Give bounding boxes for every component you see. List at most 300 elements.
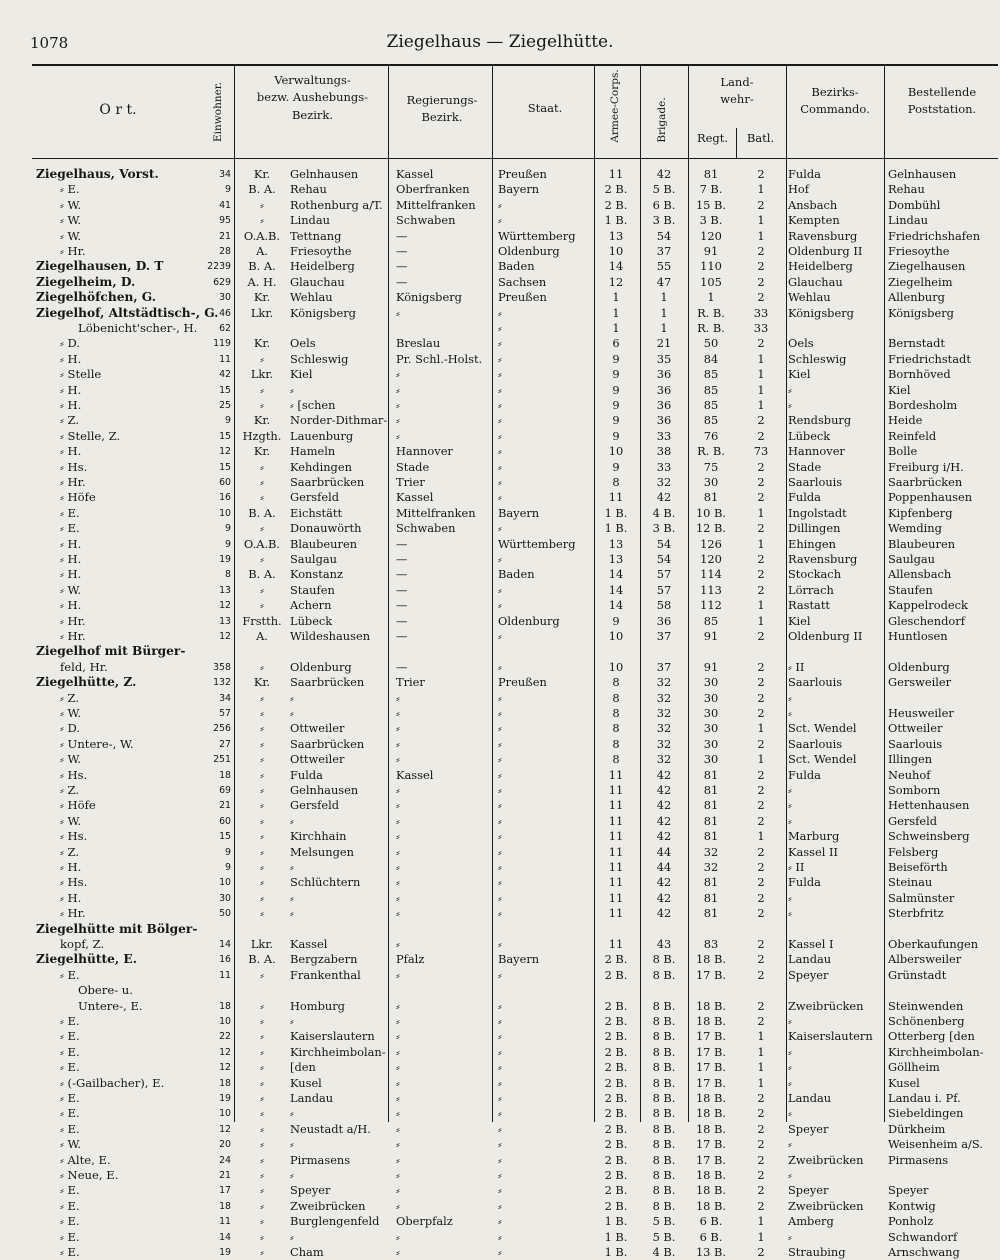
- cell-br: 36: [656, 367, 672, 382]
- cell-bk: Königsberg: [788, 305, 854, 320]
- cell-rg: 85: [703, 367, 719, 382]
- cell-po: Illingen: [888, 752, 933, 767]
- cell-ew: 19: [219, 554, 231, 565]
- cell-br: 32: [656, 752, 672, 767]
- cell-st: ⸗: [498, 829, 502, 844]
- cell-vb: Hameln: [290, 444, 336, 459]
- cell-bk: Fulda: [788, 875, 821, 890]
- cell-br: 32: [656, 721, 672, 736]
- cell-vb: Frankenthal: [290, 967, 361, 982]
- cell-reg: Königsberg: [396, 290, 462, 305]
- cell-vb: [den: [290, 1060, 316, 1075]
- cell-ak: 8: [612, 736, 620, 751]
- cell-rg: 12 B.: [695, 521, 727, 536]
- cell-st: ⸗: [498, 367, 502, 382]
- cell-reg: ⸗: [396, 382, 400, 397]
- place-name: ⸗ E.: [60, 1044, 80, 1059]
- cell-rg: 18 B.: [695, 998, 727, 1013]
- cell-st: ⸗: [498, 752, 502, 767]
- cell-ew: 2239: [207, 261, 231, 273]
- cell-bt: 1: [757, 721, 765, 736]
- cell-br: 8 B.: [652, 1075, 676, 1090]
- cell-po: Dombühl: [888, 197, 941, 212]
- column-rule: [640, 66, 641, 1122]
- cell-po: Schweinsberg: [888, 829, 970, 844]
- cell-br: 44: [656, 860, 672, 874]
- place-name: ⸗ E.: [60, 1106, 80, 1121]
- place-name: ⸗ Hs.: [60, 767, 88, 782]
- cell-reg: Trier: [396, 475, 425, 489]
- cell-ak: 9: [612, 428, 620, 443]
- cell-rg: 50: [703, 336, 719, 351]
- cell-vb: Kaiserslautern: [290, 1029, 375, 1044]
- place-name: Ziegelhausen, D. T: [36, 259, 164, 274]
- cell-po: Kirchheimbolan-: [888, 1044, 984, 1059]
- cell-ew: 69: [219, 785, 231, 796]
- cell-reg: ⸗: [396, 752, 400, 767]
- cell-ak: 14: [608, 582, 624, 597]
- cell-br: 32: [656, 690, 672, 705]
- cell-reg: ⸗: [396, 398, 400, 412]
- cell-reg: ⸗: [396, 860, 400, 874]
- cell-bk: Speyer: [788, 1121, 829, 1136]
- cell-ew: 12: [219, 1062, 231, 1074]
- cell-bt: 1: [757, 351, 765, 366]
- header-verwaltung-line2: bezw. Aushebungs-: [256, 90, 369, 105]
- cell-ak: 2 B.: [604, 1137, 628, 1152]
- cell-bk: Sct. Wendel: [788, 721, 857, 736]
- cell-po: Steinwenden: [888, 998, 964, 1013]
- cell-vt: ⸗: [260, 752, 264, 767]
- cell-br: 4 B.: [652, 505, 676, 520]
- place-name: Obere- u.: [78, 983, 133, 998]
- cell-rg: 85: [703, 413, 719, 428]
- header-staat: Staat.: [527, 101, 563, 115]
- cell-bt: 1: [757, 182, 765, 197]
- header-bestellende-line2: Poststation.: [907, 102, 977, 117]
- cell-vb: Kiel: [290, 367, 313, 382]
- cell-po: Blaubeuren: [888, 536, 956, 551]
- cell-po: Lindau: [888, 213, 928, 228]
- place-name: ⸗ Höfe: [60, 490, 96, 505]
- cell-vb: Norder-Dithmar-: [290, 413, 388, 428]
- cell-vb: Pirmasens: [290, 1152, 351, 1167]
- cell-reg: Mittelfranken: [396, 505, 476, 520]
- cell-vt: ⸗: [260, 1044, 264, 1059]
- cell-bt: 2: [757, 952, 765, 967]
- cell-ew: 11: [219, 969, 231, 981]
- page-title: Ziegelhaus — Ziegelhütte.: [386, 32, 614, 52]
- cell-bt: 2: [757, 875, 765, 890]
- cell-bt: 1: [757, 613, 765, 628]
- cell-reg: —: [396, 567, 408, 582]
- cell-vb: Saarbrücken: [290, 675, 365, 690]
- cell-ak: 2 B.: [604, 1106, 628, 1121]
- cell-ak: 11: [608, 860, 624, 874]
- column-rule: [234, 66, 235, 1122]
- cell-rg: 114: [700, 567, 722, 582]
- cell-ak: 11: [608, 906, 624, 921]
- cell-ew: 60: [219, 477, 231, 488]
- cell-bt: 2: [757, 290, 765, 305]
- cell-bk: Rastatt: [788, 598, 830, 613]
- cell-ew: 10: [219, 507, 231, 519]
- cell-vb: Gersfeld: [290, 798, 340, 813]
- cell-bt: 2: [757, 844, 765, 859]
- cell-ak: 1: [612, 321, 620, 335]
- cell-bk: Dillingen: [788, 521, 841, 536]
- cell-ak: 1 B.: [604, 505, 628, 520]
- cell-ak: 11: [608, 829, 624, 844]
- place-name: ⸗ Hr.: [60, 629, 86, 643]
- cell-vb: Homburg: [290, 998, 345, 1013]
- cell-bt: 2: [757, 244, 765, 258]
- cell-po: Landau i. Pf.: [888, 1091, 961, 1105]
- cell-bk: ⸗: [788, 1060, 792, 1075]
- cell-vt: ⸗: [260, 382, 264, 397]
- cell-ak: 8: [612, 475, 620, 489]
- cell-rg: R. B.: [697, 444, 725, 459]
- place-name: ⸗ Z.: [60, 783, 80, 797]
- cell-po: Kusel: [888, 1075, 920, 1090]
- cell-rg: 6 B.: [699, 1214, 723, 1229]
- cell-ew: 22: [219, 1031, 231, 1043]
- cell-st: ⸗: [498, 1214, 502, 1229]
- cell-vb: Schleswig: [290, 351, 349, 366]
- cell-bk: ⸗: [788, 382, 792, 397]
- cell-ew: 8: [225, 569, 231, 581]
- cell-ak: 11: [608, 844, 624, 859]
- cell-reg: ⸗: [396, 1245, 400, 1259]
- cell-bk: Fulda: [788, 767, 821, 782]
- place-name: Ziegelhütte mit Bölger-: [36, 921, 198, 936]
- cell-po: Bernstadt: [888, 336, 945, 351]
- cell-bt: 1: [757, 598, 765, 613]
- cell-po: Allensbach: [888, 567, 952, 582]
- cell-ak: 11: [608, 783, 624, 797]
- cell-st: ⸗: [498, 413, 502, 428]
- cell-bt: 2: [757, 813, 765, 828]
- cell-st: Sachsen: [498, 274, 547, 289]
- cell-ak: 8: [612, 752, 620, 767]
- cell-reg: —: [396, 613, 408, 628]
- cell-br: 8 B.: [652, 1137, 676, 1152]
- place-name: ⸗ Höfe: [60, 798, 96, 813]
- cell-br: 37: [656, 244, 672, 258]
- cell-ew: 10: [219, 1016, 231, 1027]
- cell-br: 8 B.: [652, 998, 676, 1013]
- cell-po: Felsberg: [888, 844, 939, 859]
- cell-po: Pirmasens: [888, 1152, 949, 1167]
- cell-vt: Kr.: [253, 444, 271, 459]
- cell-bt: 1: [757, 382, 765, 397]
- place-name: ⸗ Hr.: [60, 613, 86, 628]
- cell-ew: 256: [213, 723, 231, 735]
- cell-reg: ⸗: [396, 1168, 400, 1182]
- place-name: Untere-, E.: [78, 998, 143, 1013]
- place-name: ⸗ W.: [60, 1137, 82, 1152]
- cell-bk: ⸗ II: [788, 860, 805, 874]
- cell-bt: 2: [757, 998, 765, 1013]
- cell-ak: 8: [612, 706, 620, 720]
- cell-reg: —: [396, 629, 408, 643]
- cell-reg: Stade: [396, 459, 430, 474]
- cell-bt: 2: [757, 736, 765, 751]
- cell-ew: 9: [225, 523, 231, 535]
- place-name: ⸗ W.: [60, 752, 82, 767]
- cell-br: 42: [656, 829, 672, 844]
- header-brigade: Brigade.: [656, 97, 668, 143]
- cell-vt: ⸗: [260, 552, 264, 566]
- place-name: ⸗ Hr.: [60, 244, 86, 258]
- header-armee-corps: Armee-Corps.: [609, 69, 621, 143]
- cell-reg: ⸗: [396, 1106, 400, 1121]
- cell-rg: 110: [700, 259, 722, 274]
- cell-bk: Kiel: [788, 613, 811, 628]
- cell-vb: Speyer: [290, 1183, 331, 1198]
- place-name: ⸗ E.: [60, 1198, 80, 1213]
- header-bezirks-line2: Commando.: [800, 102, 870, 117]
- cell-br: 5 B.: [652, 182, 676, 197]
- cell-bt: 2: [757, 659, 765, 674]
- cell-rg: 76: [703, 428, 719, 443]
- cell-bt: 2: [757, 706, 765, 720]
- cell-bt: 1: [757, 1044, 765, 1059]
- cell-bk: ⸗: [788, 706, 792, 720]
- cell-st: ⸗: [498, 998, 502, 1013]
- cell-st: ⸗: [498, 1183, 502, 1198]
- cell-rg: 112: [700, 598, 722, 613]
- cell-vb: Oldenburg: [290, 659, 352, 674]
- cell-vt: ⸗: [260, 213, 264, 228]
- cell-vt: B. A.: [248, 567, 276, 582]
- cell-reg: Mittelfranken: [396, 197, 476, 212]
- place-name: ⸗ Z.: [60, 690, 80, 705]
- cell-br: 36: [656, 398, 672, 412]
- cell-st: ⸗: [498, 659, 502, 674]
- cell-ak: 13: [608, 228, 624, 243]
- cell-ak: 2 B.: [604, 1014, 628, 1028]
- cell-vb: Ottweiler: [290, 752, 345, 767]
- cell-ew: 60: [219, 815, 231, 827]
- cell-st: ⸗: [498, 336, 502, 351]
- cell-vb: Neustadt a/H.: [290, 1121, 371, 1136]
- cell-bt: 2: [757, 1245, 765, 1259]
- header-bestellende-poststation: [886, 84, 998, 119]
- cell-vb: Kirchhain: [290, 829, 347, 844]
- cell-reg: ⸗: [396, 829, 400, 844]
- cell-ew: 13: [219, 584, 231, 596]
- cell-vb: ⸗: [290, 890, 294, 905]
- cell-rg: 17 B.: [695, 1060, 727, 1075]
- place-name: ⸗ Stelle, Z.: [60, 428, 121, 443]
- cell-bk: Landau: [788, 1091, 832, 1105]
- cell-vt: Lkr.: [250, 305, 274, 320]
- cell-ak: 2 B.: [604, 197, 628, 212]
- cell-ew: 14: [219, 1231, 231, 1243]
- cell-vt: ⸗: [260, 967, 264, 982]
- cell-vt: ⸗: [260, 690, 264, 705]
- cell-ak: 6: [612, 336, 620, 351]
- cell-bt: 1: [757, 1214, 765, 1229]
- cell-bk: Heidelberg: [788, 259, 853, 274]
- top-rule: [32, 64, 998, 66]
- header-regt: Regt.: [696, 131, 729, 145]
- cell-reg: —: [396, 259, 408, 274]
- cell-st: ⸗: [498, 937, 502, 951]
- cell-br: 38: [656, 444, 672, 459]
- cell-bt: 1: [757, 213, 765, 228]
- cell-br: 8 B.: [652, 1152, 676, 1167]
- cell-vt: ⸗: [260, 459, 264, 474]
- cell-reg: —: [396, 536, 408, 551]
- cell-vt: ⸗: [260, 798, 264, 813]
- place-name: ⸗ W.: [60, 582, 82, 597]
- cell-ew: 18: [219, 1000, 231, 1012]
- cell-vb: Wehlau: [290, 290, 333, 305]
- cell-vb: ⸗: [290, 690, 294, 705]
- place-name: ⸗ H.: [60, 536, 82, 551]
- cell-reg: ⸗: [396, 798, 400, 813]
- cell-vb: ⸗: [290, 1229, 294, 1244]
- place-name: ⸗ H.: [60, 567, 82, 582]
- header-regierung-line2: Bezirk.: [421, 110, 463, 125]
- cell-br: 1: [660, 290, 668, 305]
- cell-vb: Heidelberg: [290, 259, 355, 274]
- cell-rg: 32: [703, 844, 719, 859]
- cell-vt: ⸗: [260, 1121, 264, 1136]
- cell-po: Speyer: [888, 1183, 929, 1198]
- cell-ak: 2 B.: [604, 952, 628, 967]
- cell-ew: 11: [219, 353, 231, 365]
- cell-vt: ⸗: [260, 767, 264, 782]
- cell-ew: 15: [219, 384, 231, 396]
- cell-ew: 10: [219, 1108, 231, 1120]
- cell-vt: ⸗: [260, 1229, 264, 1244]
- cell-po: Otterberg [den: [888, 1029, 975, 1044]
- cell-bt: 2: [757, 937, 765, 951]
- cell-br: 4 B.: [652, 1245, 676, 1259]
- cell-br: 8 B.: [652, 1060, 676, 1075]
- cell-ak: 1 B.: [604, 213, 628, 228]
- cell-po: Somborn: [888, 783, 941, 797]
- cell-vt: ⸗: [260, 890, 264, 905]
- cell-rg: 1: [707, 290, 715, 305]
- cell-vt: ⸗: [260, 906, 264, 921]
- cell-ew: 12: [219, 446, 231, 458]
- cell-st: ⸗: [498, 967, 502, 982]
- cell-br: 32: [656, 475, 672, 489]
- header-regierung: [392, 92, 492, 127]
- cell-ak: 11: [608, 813, 624, 828]
- cell-ak: 1: [612, 305, 620, 320]
- place-name: ⸗ E.: [60, 1229, 80, 1244]
- cell-vb: Friesoythe: [290, 244, 352, 258]
- place-name: ⸗ Untere-, W.: [60, 736, 134, 751]
- cell-vb: Gersfeld: [290, 490, 340, 505]
- cell-bk: Hof: [788, 182, 810, 197]
- place-name: ⸗ H.: [60, 351, 82, 366]
- cell-ew: 50: [219, 908, 231, 920]
- cell-bt: 1: [757, 367, 765, 382]
- cell-vt: ⸗: [260, 1106, 264, 1121]
- cell-ak: 11: [608, 937, 624, 951]
- cell-ak: 9: [612, 398, 620, 412]
- cell-reg: —: [396, 244, 408, 258]
- cell-ak: 2 B.: [604, 182, 628, 197]
- cell-bk: Fulda: [788, 167, 821, 181]
- cell-reg: Kassel: [396, 167, 434, 181]
- cell-rg: 18 B.: [695, 1198, 727, 1213]
- cell-po: Salmünster: [888, 890, 955, 905]
- cell-vb: Lübeck: [290, 613, 333, 628]
- cell-po: Oldenburg: [888, 659, 950, 674]
- place-name: ⸗ E.: [60, 1245, 80, 1259]
- cell-reg: —: [396, 582, 408, 597]
- cell-st: ⸗: [498, 459, 502, 474]
- cell-st: ⸗: [498, 197, 502, 212]
- cell-st: ⸗: [498, 305, 502, 320]
- cell-br: 33: [656, 428, 672, 443]
- cell-st: ⸗: [498, 906, 502, 921]
- cell-rg: 17 B.: [695, 1029, 727, 1044]
- cell-ak: 12: [608, 274, 624, 289]
- cell-st: ⸗: [498, 1229, 502, 1244]
- cell-br: 42: [656, 798, 672, 813]
- cell-ew: 21: [219, 1170, 231, 1181]
- cell-vb: Gelnhausen: [290, 783, 359, 797]
- cell-rg: 18 B.: [695, 1168, 727, 1182]
- cell-ew: 20: [219, 1139, 231, 1151]
- cell-ak: 10: [608, 659, 624, 674]
- cell-vb: Kassel: [290, 937, 328, 951]
- cell-vt: ⸗: [260, 998, 264, 1013]
- cell-rg: 30: [703, 736, 719, 751]
- cell-po: Gersfeld: [888, 813, 938, 828]
- place-name: ⸗ H.: [60, 860, 82, 874]
- cell-vt: ⸗: [260, 1214, 264, 1229]
- place-name: ⸗ Alte, E.: [60, 1152, 111, 1167]
- cell-rg: 81: [703, 767, 719, 782]
- page-number: 1078: [30, 34, 69, 52]
- cell-st: Württemberg: [498, 228, 576, 243]
- cell-br: 8 B.: [652, 1183, 676, 1198]
- cell-bk: Ravensburg: [788, 552, 858, 566]
- cell-vt: ⸗: [260, 398, 264, 412]
- cell-bk: ⸗: [788, 1075, 792, 1090]
- cell-bt: 33: [753, 305, 769, 320]
- cell-ak: 9: [612, 613, 620, 628]
- cell-vt: Frstth.: [242, 613, 282, 628]
- cell-ew: 27: [219, 738, 231, 750]
- cell-st: ⸗: [498, 629, 502, 643]
- cell-rg: 30: [703, 675, 719, 690]
- cell-bt: 2: [757, 767, 765, 782]
- cell-reg: Pr. Schl.-Holst.: [396, 351, 483, 366]
- cell-st: ⸗: [498, 844, 502, 859]
- cell-ak: 2 B.: [604, 1075, 628, 1090]
- cell-br: 44: [656, 844, 672, 859]
- cell-ew: 19: [219, 1093, 231, 1104]
- cell-rg: 30: [703, 721, 719, 736]
- cell-vt: ⸗: [260, 783, 264, 797]
- cell-ak: 14: [608, 567, 624, 582]
- cell-st: ⸗: [498, 1029, 502, 1044]
- place-name: ⸗ H.: [60, 552, 82, 566]
- cell-ak: 1 B.: [604, 1229, 628, 1244]
- cell-rg: 6 B.: [699, 1229, 723, 1244]
- cell-bk: ⸗: [788, 1229, 792, 1244]
